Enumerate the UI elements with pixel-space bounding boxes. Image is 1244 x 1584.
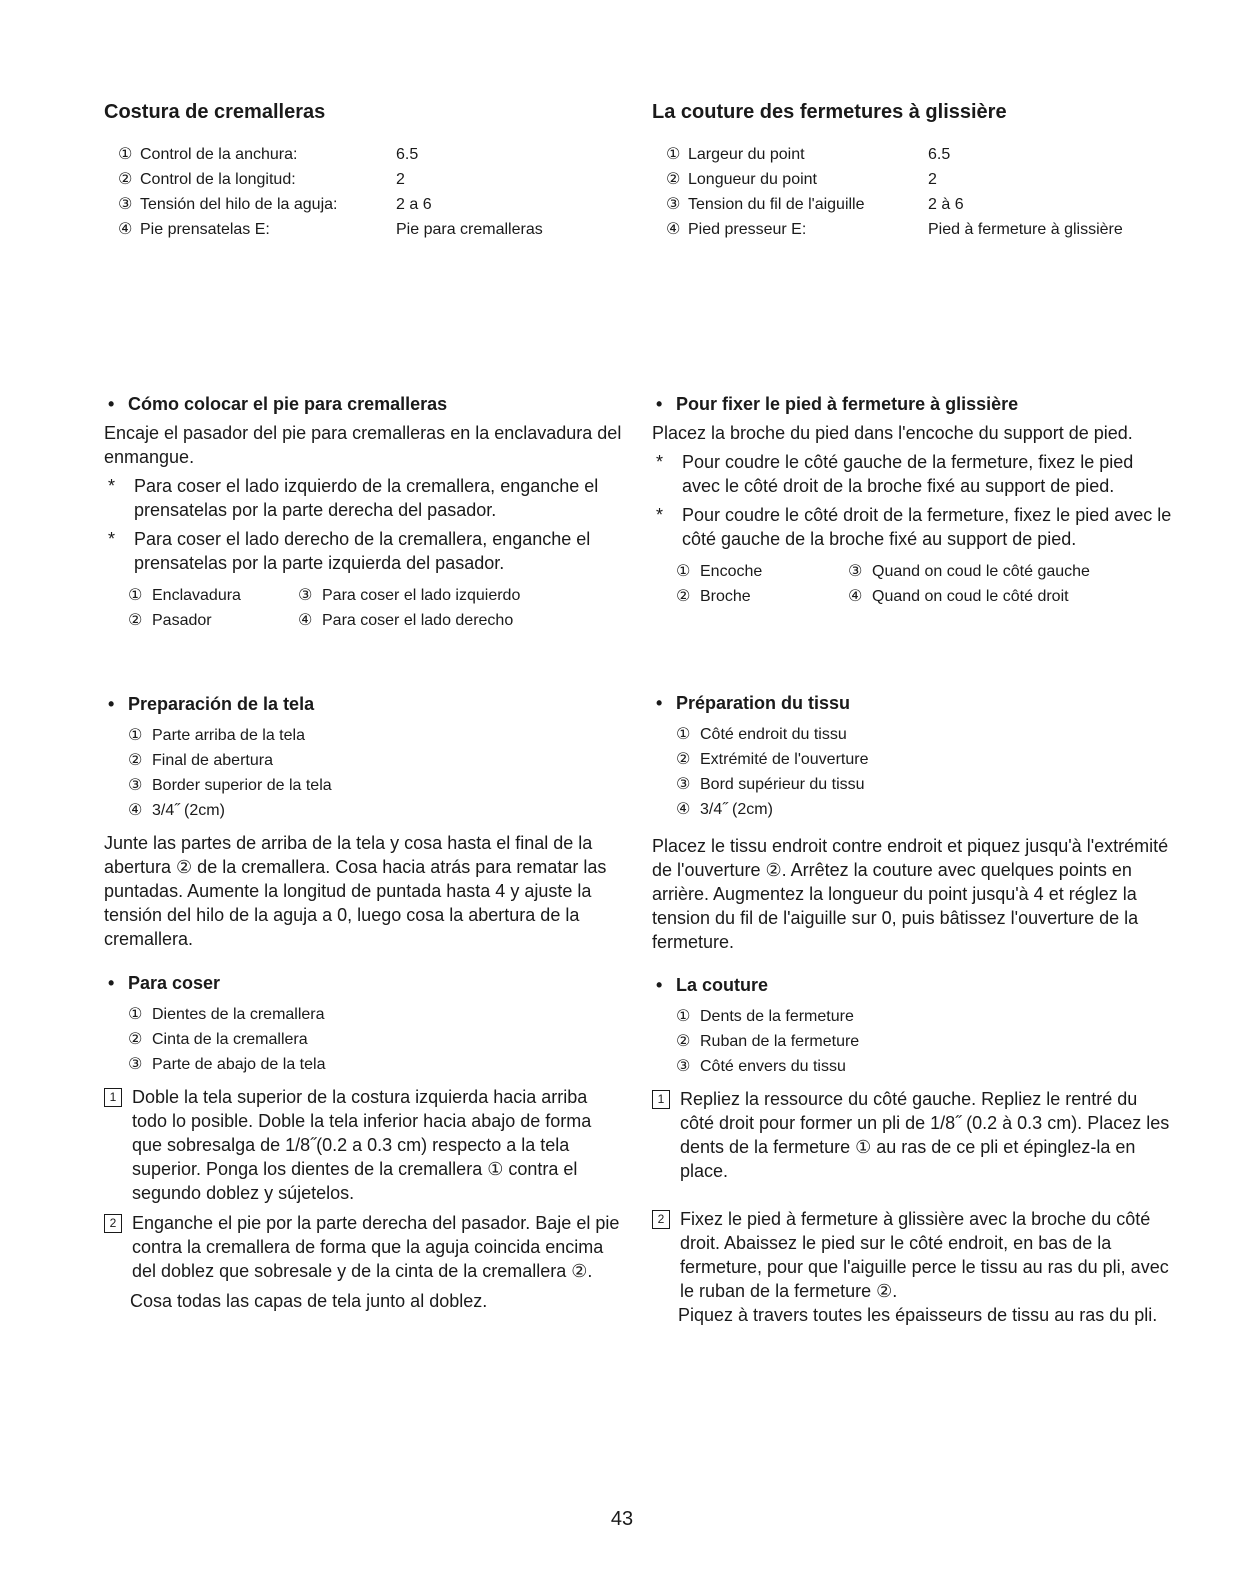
list-item: ④ 3/4˝ (2cm) [676, 801, 773, 818]
list-item: ② Extrémité de l'ouverture [676, 751, 869, 768]
list-item: ④ 3/4˝ (2cm) [128, 802, 225, 819]
section-heading: • Préparation du tissu [656, 693, 851, 713]
setting-row: ② Control de la longitud: 2 [118, 171, 405, 188]
step-item: 1 Repliez la ressource du côté gauche. Repliez le rentré du côté droit pour former un pli de 1/8˝ (0.2 à 0.3 cm). Placez les dents de la fermeture ① au ras de ce pli et épinglez-la en place. [652, 1087, 1172, 1183]
sew-list [128, 1002, 624, 1077]
note-item: * Para coser el lado derecho de la cremallera, enganche el prensatelas por la parte izquierda del pasador. [108, 529, 591, 573]
step-number-box: 2 [652, 1210, 670, 1229]
list-item: ③ Côté envers du tissu [676, 1058, 846, 1075]
page-title-fr: La couture des fermetures à glissière [652, 101, 1007, 123]
intro-text: Encaje el pasador del pie para cremalleras en la enclavadura del enmangue. [104, 423, 622, 467]
section-heading: • Cómo colocar el pie para cremalleras [108, 394, 448, 414]
section-heading: • La couture [656, 975, 769, 995]
setting-row: ③ Tension du fil de l'aiguille 2 à 6 [666, 196, 964, 213]
settings-list-es [118, 142, 618, 242]
list-item: ② Final de abertura [128, 752, 273, 769]
list-item: ③ Border superior de la tela [128, 777, 332, 794]
attach-section-es [104, 394, 624, 633]
list-item: ① Dientes de la cremallera [128, 1006, 325, 1023]
legend-grid: ① Enclavadura ③ Para coser el lado izquierdo ② Pasador ④ Para coser el lado derecho [128, 587, 521, 629]
note-item: * Pour coudre le côté droit de la fermeture, fixez le pied avec le côté gauche de la broche fixé au support de pied. [656, 505, 1172, 549]
sew-section-fr [652, 975, 1172, 1327]
list-item: ① Parte arriba de la tela [128, 727, 305, 744]
intro-text: Placez la broche du pied dans l'encoche du support de pied. [652, 423, 1133, 443]
settings-list-fr [666, 142, 1176, 242]
step-item: 2 Fixez le pied à fermeture à glissière avec la broche du côté droit. Abaissez le pied sur le côté endroit, en bas de la fermeture, pour que l'aiguille perce le tissu au ras du pli, avec le ruban de la fermeture ②. [652, 1207, 1172, 1303]
list-item: ① Côté endroit du tissu [676, 726, 847, 743]
final-text: Piquez à travers toutes les épaisseurs de tissu au ras du pli. [678, 1305, 1158, 1325]
prep-list [128, 723, 624, 823]
prep-text: Placez le tissu endroit contre endroit et piquez jusqu'à l'extrémité de l'ouverture ②. Arrêtez la couture avec quelques points en arrière. Augmentez la longueur du point jusqu'à 4 et réglez la tension du fil de l'aiguille sur 0, puis bâtissez l'ouverture de la fermeture. [652, 836, 1169, 952]
list-item: ① Dents de la fermeture [676, 1008, 854, 1025]
setting-row: ① Control de la anchura: 6.5 [118, 146, 419, 163]
attach-section-fr [652, 394, 1172, 609]
setting-row: ② Longueur du point 2 [666, 171, 937, 188]
note-item: * Pour coudre le côté gauche de la fermeture, fixez le pied avec le côté droit de la broche fixé au support de pied. [656, 452, 1134, 496]
page-number: 43 [610, 1508, 634, 1530]
list-item: ② Ruban de la fermeture [676, 1033, 860, 1050]
prep-list [676, 722, 1172, 822]
setting-row: ③ Tensión del hilo de la aguja: 2 a 6 [118, 196, 432, 213]
step-number-box: 2 [104, 1214, 122, 1233]
list-item: ③ Bord supérieur du tissu [676, 776, 865, 793]
sew-section-es [104, 973, 624, 1313]
legend-grid: ① Encoche ③ Quand on coud le côté gauche ② Broche ④ Quand on coud le côté droit [676, 563, 1090, 605]
final-text: Cosa todas las capas de tela junto al doblez. [130, 1291, 488, 1311]
setting-row: ① Largeur du point 6.5 [666, 146, 951, 163]
step-item: 1 Doble la tela superior de la costura izquierda hacia arriba todo lo posible. Doble la tela inferior hacia abajo de forma que sobresalga de 1/8˝(0.2 a 0.3 cm) respecto a la tela superior. Ponga los dientes de la cremallera ① contra el segundo doblez y sújetelos. [104, 1085, 624, 1205]
prep-section-es [104, 694, 624, 951]
step-item: 2 Enganche el pie por la parte derecha del pasador. Baje el pie contra la cremallera de forma que la aguja coincida encima del doblez que sobresale y de la cinta de la cremallera ②. [104, 1211, 624, 1283]
sew-list [676, 1004, 1172, 1079]
page-title-es: Costura de cremalleras [104, 101, 326, 123]
setting-row: ④ Pied presseur E: Pied à fermeture à glissière [666, 221, 1123, 238]
section-heading: • Para coser [108, 973, 221, 993]
note-item: * Para coser el lado izquierdo de la cremallera, enganche el prensatelas por la parte derecha del pasador. [108, 476, 599, 520]
list-item: ② Cinta de la cremallera [128, 1031, 308, 1048]
list-item: ③ Parte de abajo de la tela [128, 1056, 326, 1073]
step-number-box: 1 [652, 1090, 670, 1109]
prep-text: Junte las partes de arriba de la tela y cosa hasta el final de la abertura ② de la cremallera. Cosa hacia atrás para rematar las puntadas. Aumente la longitud de puntada hasta 4 y ajuste la tensión del hilo de la aguja a 0, luego cosa la abertura de la cremallera. [104, 833, 607, 949]
setting-row: ④ Pie prensatelas E: Pie para cremalleras [118, 221, 543, 238]
prep-section-fr [652, 693, 1172, 954]
section-heading: • Preparación de la tela [108, 694, 315, 714]
step-number-box: 1 [104, 1088, 122, 1107]
section-heading: • Pour fixer le pied à fermeture à glissière [656, 394, 1019, 414]
